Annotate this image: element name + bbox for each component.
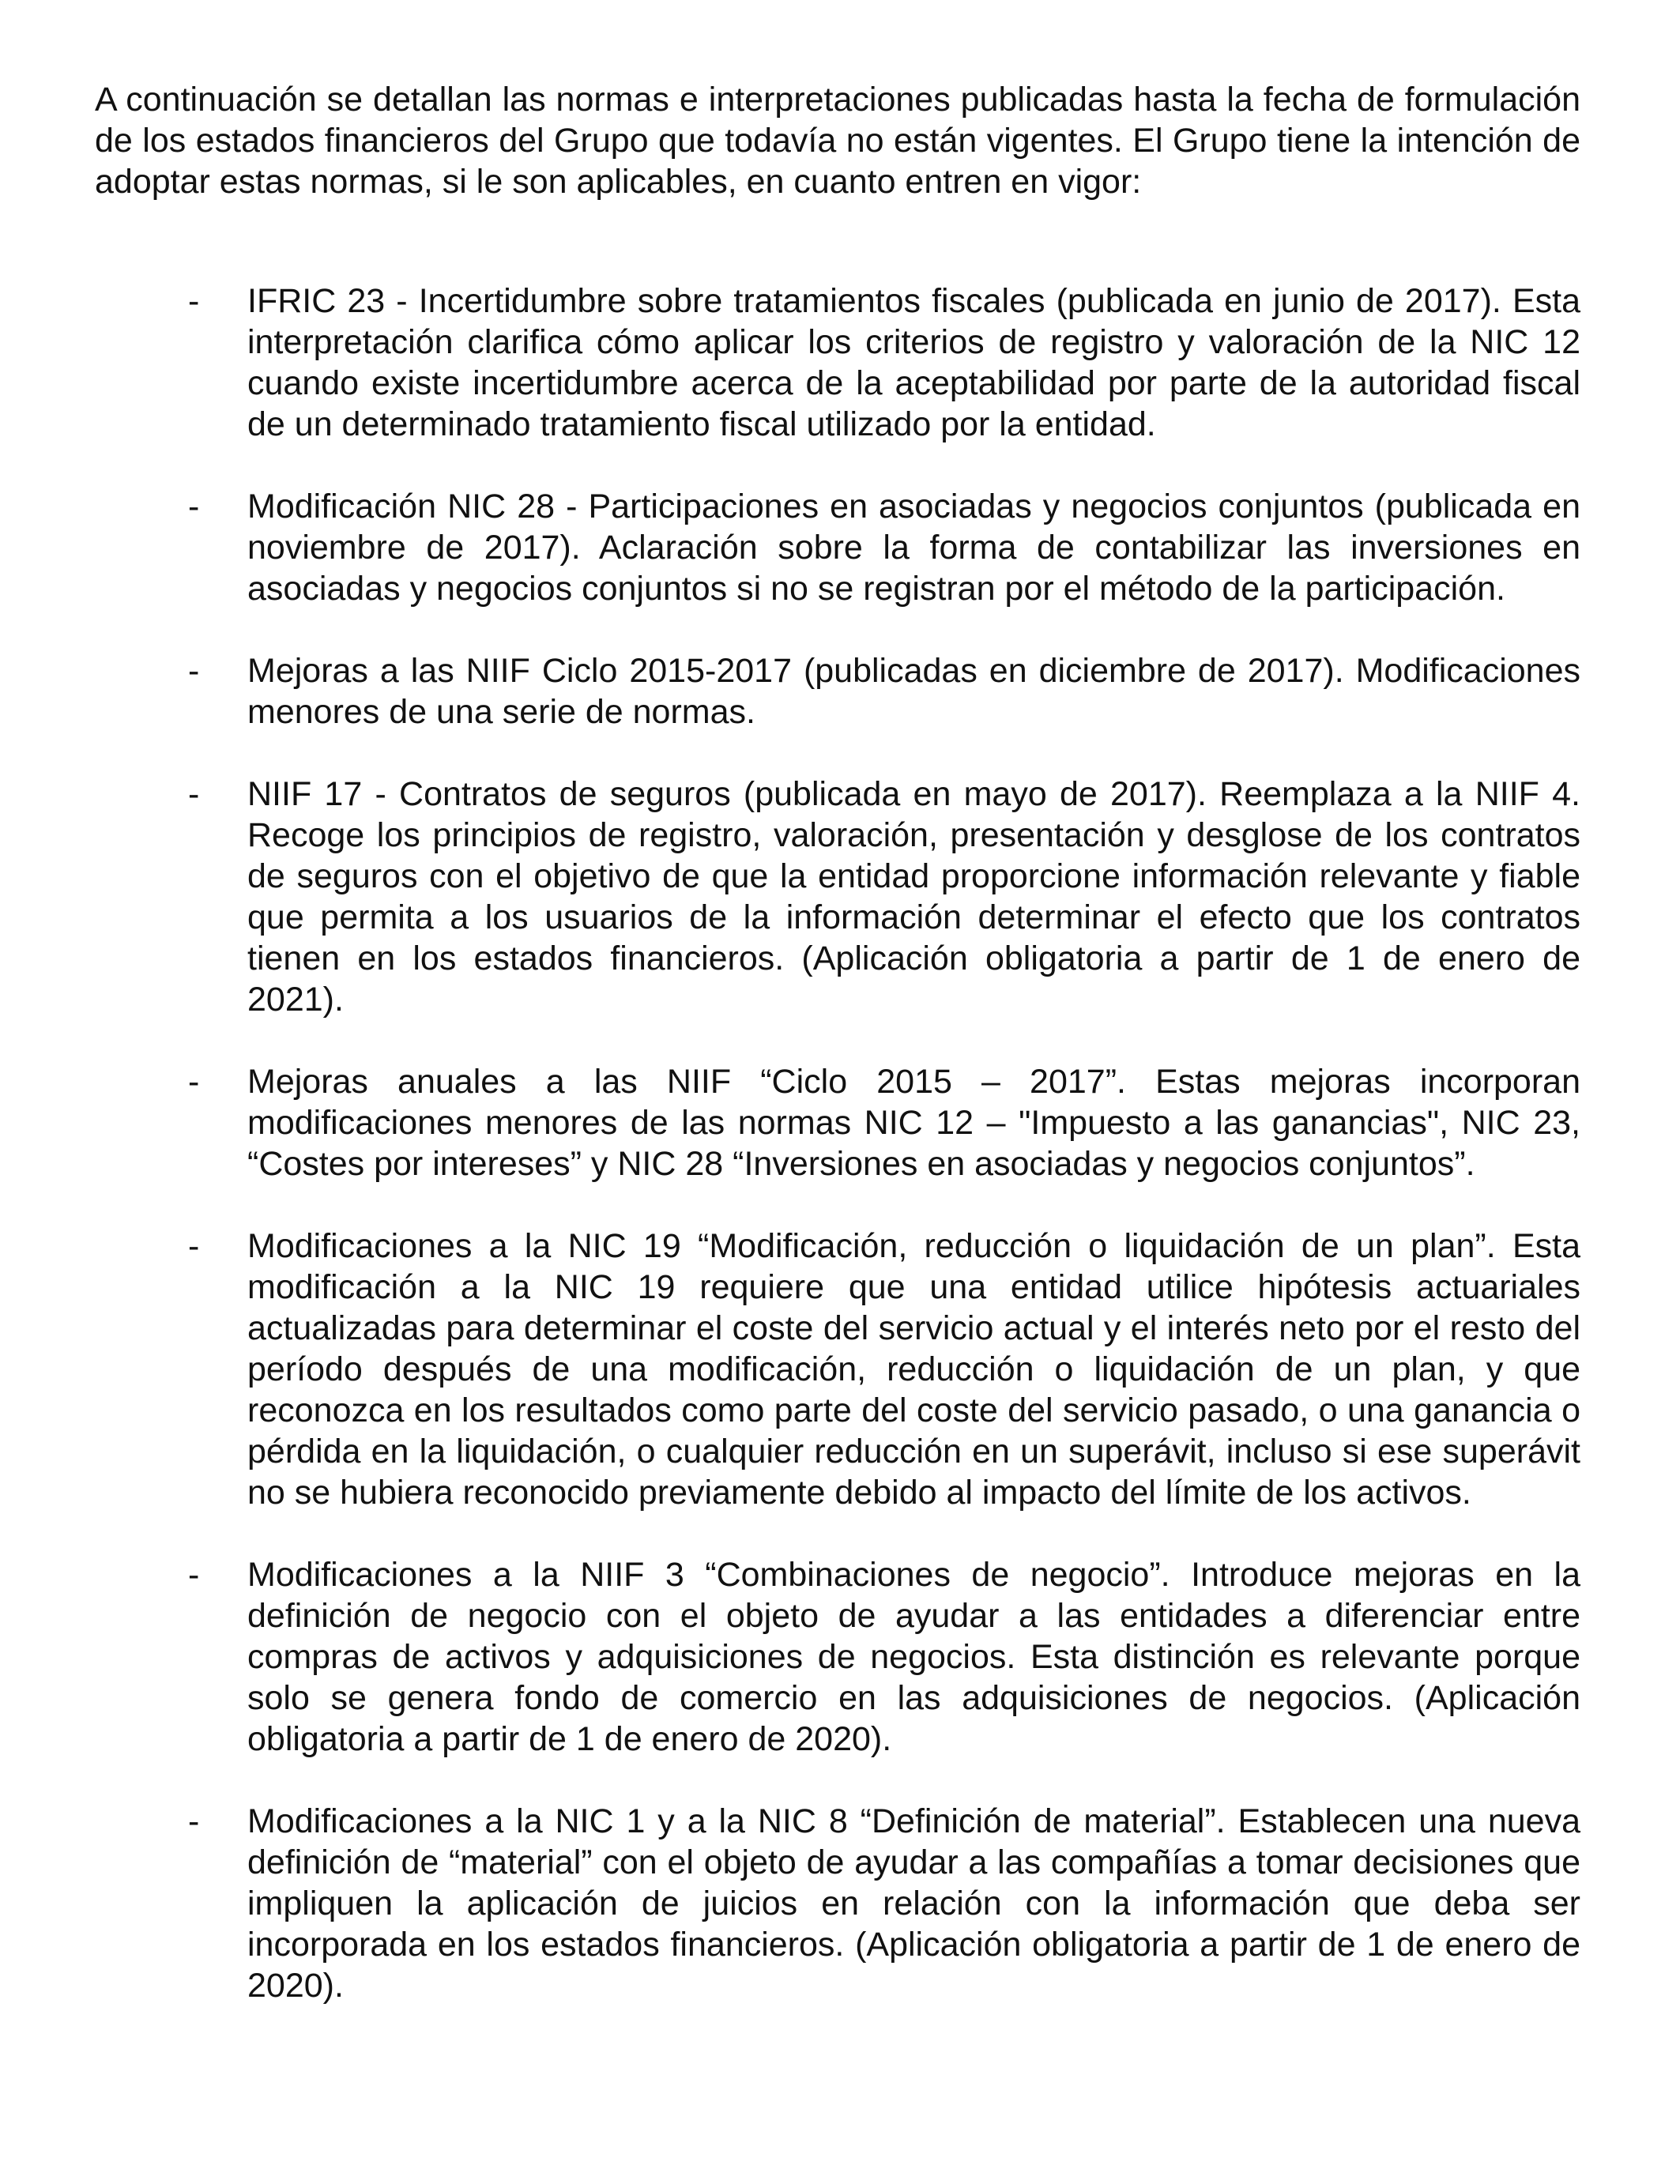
list-item: [0, 650, 1680, 732]
list-item-text: NIIF 17 - Contratos de seguros (publicada en mayo de 2017). Reemplaza a la NIIF 4. Recoge los principios de registro, valoración, presentación y desglose de los contratos de seguros con el objetivo de que la entidad proporcione información relevante y fiable que permita a los usuarios de la información determinar el efecto que los contratos tienen en los estados financieros. (Aplicación obligatoria a partir de 1 de enero de 2021).: [247, 775, 1580, 1019]
list-item: [0, 486, 1680, 609]
standards-list: [0, 281, 1680, 2047]
intro-paragraph: A continuación se detallan las normas e interpretaciones publicadas hasta la fecha de formulación de los estados financieros del Grupo que todavía no están vigentes. El Grupo tiene la intención de adoptar estas normas, si le son aplicables, en cuanto entren en vigor:: [95, 81, 1580, 201]
bullet-dash: -: [188, 652, 200, 690]
list-item-text: IFRIC 23 - Incertidumbre sobre tratamientos fiscales (publicada en junio de 2017). Esta interpretación clarifica cómo aplicar los criterios de registro y valoración de la NIC 12 cuando existe incertidumbre acerca de la aceptabilidad por parte de la autoridad fiscal de un determinado tratamiento fiscal utilizado por la entidad.: [247, 282, 1580, 443]
list-item: [0, 1061, 1680, 1184]
bullet-dash: -: [188, 1556, 200, 1594]
list-item: [0, 1554, 1680, 1760]
bullet-dash: -: [188, 775, 200, 813]
list-item: [0, 774, 1680, 1020]
list-item: [0, 281, 1680, 445]
list-item-text: Mejoras a las NIIF Ciclo 2015-2017 (publicadas en diciembre de 2017). Modificaciones menores de una serie de normas.: [247, 652, 1580, 731]
list-item-text: Modificaciones a la NIIF 3 “Combinaciones de negocio”. Introduce mejoras en la definición de negocio con el objeto de ayudar a las entidades a diferenciar entre compras de activos y adquisiciones de negocios. Esta distinción es relevante porque solo se genera fondo de comercio en las adquisiciones de negocios. (Aplicación obligatoria a partir de 1 de enero de 2020).: [247, 1556, 1580, 1758]
list-item: [0, 1226, 1680, 1513]
bullet-dash: -: [188, 1802, 200, 1840]
list-item-text: Modificación NIC 28 - Participaciones en asociadas y negocios conjuntos (publicada en noviembre de 2017). Aclaración sobre la forma de contabilizar las inversiones en asociadas y negocios conjuntos si no se registran por el método de la participación.: [247, 488, 1580, 608]
list-item-text: Mejoras anuales a las NIIF “Ciclo 2015 – 2017”. Estas mejoras incorporan modificaciones menores de las normas NIC 12 – "Impuesto a las ganancias", NIC 23, “Costes por intereses” y NIC 28 “Inversiones en asociadas y negocios conjuntos”.: [247, 1063, 1580, 1183]
bullet-dash: -: [188, 282, 200, 320]
bullet-dash: -: [188, 1063, 200, 1101]
bullet-dash: -: [188, 488, 200, 525]
list-item-text: Modificaciones a la NIC 1 y a la NIC 8 “Definición de material”. Establecen una nueva definición de “material” con el objeto de ayudar a las compañías a tomar decisiones que impliquen la aplicación de juicios en relación con la información que deba ser incorporada en los estados financieros. (Aplicación obligatoria a partir de 1 de enero de 2020).: [247, 1802, 1580, 2005]
bullet-dash: -: [188, 1227, 200, 1265]
list-item: [0, 1801, 1680, 2006]
list-item-text: Modificaciones a la NIC 19 “Modificación, reducción o liquidación de un plan”. Esta modificación a la NIC 19 requiere que una entidad utilice hipótesis actuariales actualizadas para determinar el coste del servicio actual y el interés neto por el resto del período después de una modificación, reducción o liquidación de un plan, y que reconozca en los resultados como parte del coste del servicio pasado, o una ganancia o pérdida en la liquidación, o cualquier reducción en un superávit, incluso si ese superávit no se hubiera reconocido previamente debido al impacto del límite de los activos.: [247, 1227, 1580, 1512]
